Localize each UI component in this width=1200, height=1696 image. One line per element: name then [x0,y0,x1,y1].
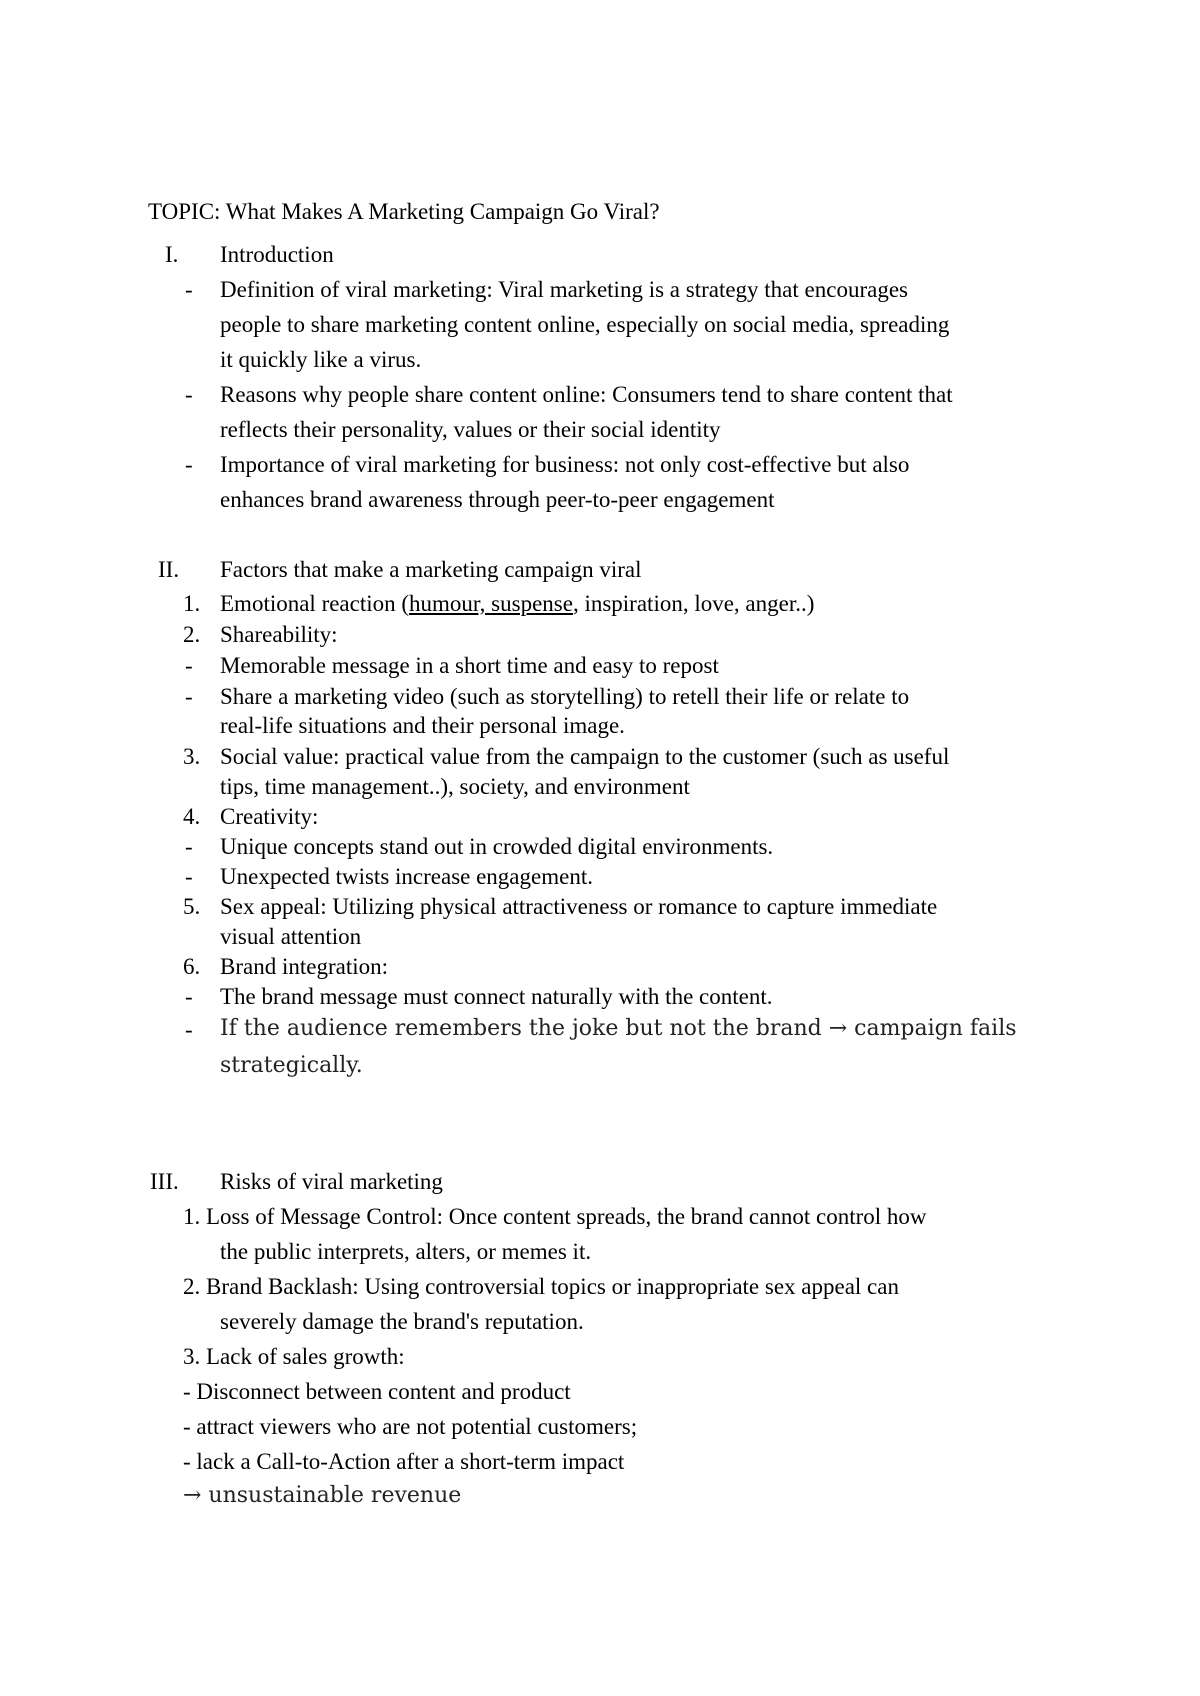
item-line: Share a marketing video (such as storytelling) to retell their life or relate to [220,684,910,709]
item-line: the public interprets, alters, or memes it. [220,1239,592,1264]
item-line: The brand message must connect naturally with the content. [220,984,773,1009]
emotion-suffix: , inspiration, love, anger..) [572,591,815,616]
item-line: enhances brand awareness through peer-to-peer engagement [220,487,775,512]
item-line: Sex appeal: Utilizing physical attractiveness or romance to capture immediate [220,894,938,919]
bullet-marker: - [185,684,193,709]
item-line: Social value: practical value from the campaign to the customer (such as useful [220,744,950,769]
section-numeral: III. [150,1169,179,1194]
item-line: strategically. [220,1053,363,1078]
item-line: severely damage the brand's reputation. [220,1309,584,1334]
item-line: Importance of viral marketing for business: not only cost-effective but also [220,452,910,477]
item-line: tips, time management..), society, and environment [220,774,690,799]
item-line: Creativity: [220,804,319,829]
bullet-marker: - [185,864,193,889]
bullet-marker: - [185,277,193,302]
item-line: people to share marketing content online, especially on social media, spreading [220,312,950,337]
emotion-underlined: humour, suspense [409,591,573,616]
item-line: → unsustainable revenue [183,1483,462,1508]
item-line: - lack a Call-to-Action after a short-term impact [183,1449,625,1474]
item-line: If the audience remembers the joke but not the brand → campaign fails [220,1016,1017,1041]
section-numeral: II. [158,557,180,582]
item-line: it quickly like a virus. [220,347,422,372]
section-numeral: I. [165,242,179,267]
document-title: TOPIC: What Makes A Marketing Campaign Go Viral? [148,199,660,224]
item-line [220,592,814,615]
bullet-marker: - [185,452,193,477]
item-line: Brand integration: [220,954,388,979]
item-line: reflects their personality, values or their social identity [220,417,721,442]
item-line: 2. Brand Backlash: Using controversial topics or inappropriate sex appeal can [183,1274,899,1299]
number-marker: 5. [183,894,201,919]
item-line: 3. Lack of sales growth: [183,1344,405,1369]
number-marker: 6. [183,954,201,979]
item-line: Reasons why people share content online: Consumers tend to share content that [220,382,953,407]
item-line: Memorable message in a short time and easy to repost [220,653,719,678]
bullet-marker: - [185,834,193,859]
item-line: Definition of viral marketing: Viral marketing is a strategy that encourages [220,277,908,302]
bullet-marker: - [185,1017,193,1042]
item-line: Unexpected twists increase engagement. [220,864,593,889]
number-marker: 3. [183,744,201,769]
section-heading: Introduction [220,242,334,267]
item-line: - Disconnect between content and product [183,1379,571,1404]
item-line: Shareability: [220,622,338,647]
bullet-marker: - [185,382,193,407]
section-heading: Risks of viral marketing [220,1169,443,1194]
item-line: real-life situations and their personal image. [220,713,625,738]
item-line: visual attention [220,924,362,949]
item-line: Unique concepts stand out in crowded digital environments. [220,834,774,859]
item-line: 1. Loss of Message Control: Once content spreads, the brand cannot control how [183,1204,927,1229]
number-marker: 1. [183,591,201,616]
emotion-prefix: Emotional reaction ( [220,591,410,616]
item-line: - attract viewers who are not potential customers; [183,1414,638,1439]
bullet-marker: - [185,653,193,678]
section-heading: Factors that make a marketing campaign viral [220,557,642,582]
bullet-marker: - [185,984,193,1009]
number-marker: 4. [183,804,201,829]
number-marker: 2. [183,622,201,647]
